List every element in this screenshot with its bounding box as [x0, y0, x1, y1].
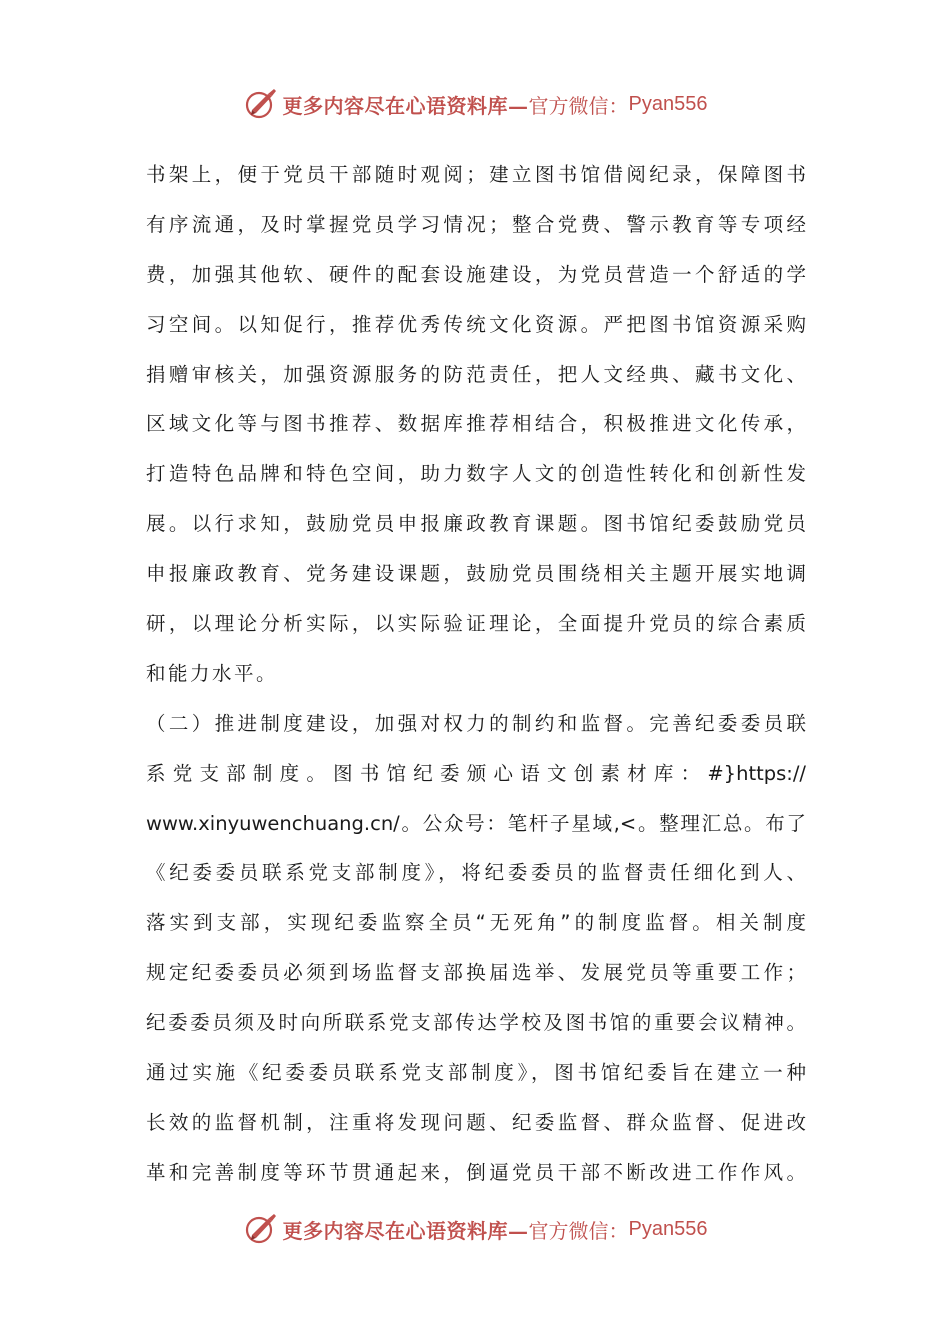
text-line: 系党支部制度。图书馆纪委颁心语文创素材库：#}https://	[146, 761, 806, 785]
text-line: 长效的监督机制，注重将发现问题、纪委监督、群众监督、促进改	[146, 1110, 806, 1134]
text-line: 《纪委委员联系党支部制度》，将纪委委员的监督责任细化到人、	[146, 861, 806, 885]
footer-banner	[0, 1209, 950, 1249]
text-line: 革和完善制度等环节贯通起来，倒逼党员干部不断改进工作作风。	[146, 1160, 806, 1184]
banner-main-text: 更多内容尽在心语资料库—	[282, 93, 529, 118]
document-body	[146, 150, 806, 1198]
banner-wechat-id: Pyan556	[628, 92, 708, 115]
text-line: 有序流通，及时掌握党员学习情况；整合党费、警示教育等专项经	[146, 212, 806, 236]
text-line: 习空间。以知促行，推荐优秀传统文化资源。严把图书馆资源采购	[146, 312, 806, 336]
pen-logo-icon	[243, 86, 279, 122]
text-line: 规定纪委委员必须到场监督支部换届选举、发展党员等重要工作；	[146, 961, 806, 985]
text-line: 捐赠审核关，加强资源服务的防范责任，把人文经典、藏书文化、	[146, 362, 806, 386]
banner-wechat-label: 官方微信：	[528, 1218, 629, 1243]
section-heading-line: （二）推进制度建设，加强对权力的制约和监督。完善纪委委员联	[146, 711, 806, 735]
text-line: 研，以理论分析实际，以实际验证理论，全面提升党员的综合素质	[146, 612, 806, 636]
banner-wechat-label: 官方微信：	[528, 93, 629, 118]
text-line: 打造特色品牌和特色空间，助力数字人文的创造性转化和创新性发	[146, 462, 806, 486]
text-line: 纪委委员须及时向所联系党支部传达学校及图书馆的重要会议精神。	[146, 1011, 806, 1035]
text-line: www.xinyuwenchuang.cn/。公众号：笔杆子星域,<。整理汇总。布了	[146, 811, 806, 835]
text-line: 书架上，便于党员干部随时观阅；建立图书馆借阅纪录，保障图书	[146, 163, 806, 186]
pen-logo-icon	[243, 1211, 279, 1247]
text-line: 展。以行求知，鼓励党员申报廉政教育课题。图书馆纪委鼓励党员	[146, 512, 806, 536]
banner-wechat-id: Pyan556	[628, 1217, 708, 1240]
text-line: 落实到支部，实现纪委监察全员“无死角”的制度监督。相关制度	[146, 911, 806, 935]
banner-main-text: 更多内容尽在心语资料库—	[282, 1218, 529, 1243]
header-banner	[0, 84, 950, 124]
text-line: 费，加强其他软、硬件的配套设施建设，为党员营造一个舒适的学	[146, 262, 806, 286]
text-line: 和能力水平。	[146, 661, 279, 685]
text-line: 通过实施《纪委委员联系党支部制度》，图书馆纪委旨在建立一种	[146, 1061, 806, 1085]
text-line: 申报廉政教育、党务建设课题，鼓励党员围绕相关主题开展实地调	[146, 562, 806, 586]
text-line: 区域文化等与图书推荐、数据库推荐相结合，积极推进文化传承，	[146, 412, 806, 436]
